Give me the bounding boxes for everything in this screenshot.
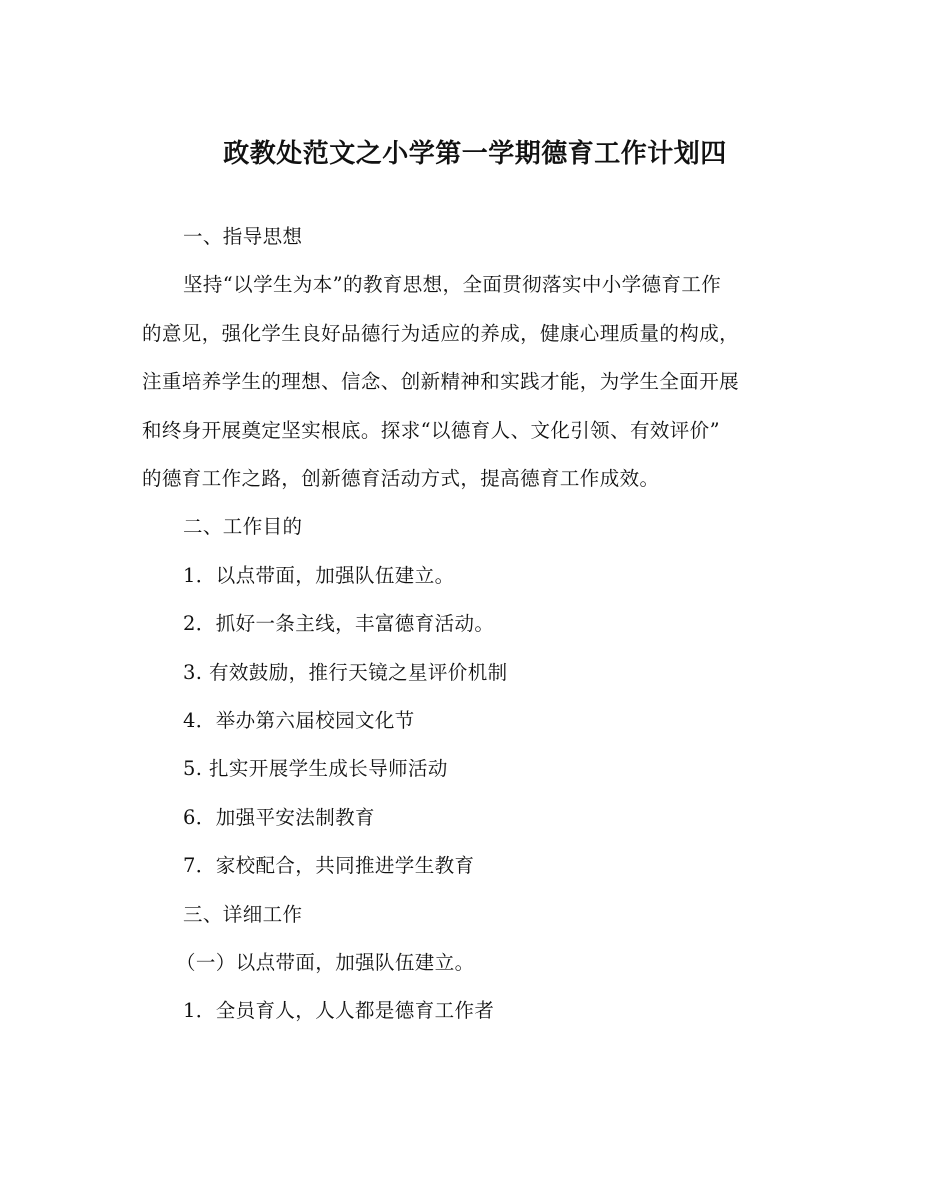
list-item: 5. 扎实开展学生成长导师活动 [183, 757, 448, 780]
paragraph-line: 和终身开展奠定坚实根底。探求“以德育人、文化引领、有效评价” [142, 419, 720, 442]
list-item: 2．抓好一条主线，丰富德育活动。 [183, 612, 495, 635]
section-heading-guiding-ideology: 一、指导思想 [183, 225, 303, 248]
document-title: 政教处范文之小学第一学期德育工作计划四 [223, 139, 727, 169]
list-item: 1．以点带面，加强队伍建立。 [183, 564, 455, 587]
list-item: 3. 有效鼓励，推行天镜之星评价机制 [183, 661, 508, 684]
paragraph-line: 坚持“以学生为本”的教育思想，全面贯彻落实中小学德育工作 [183, 273, 722, 296]
paragraph-line: 的意见，强化学生良好品德行为适应的养成，健康心理质量的构成， [142, 322, 740, 345]
subsection-heading: （一）以点带面，加强队伍建立。 [176, 951, 475, 974]
section-heading-work-goals: 二、工作目的 [183, 515, 303, 538]
section-heading-detailed-work: 三、详细工作 [183, 903, 303, 926]
list-item: 6．加强平安法制教育 [183, 806, 375, 829]
paragraph-line: 的德育工作之路，创新德育活动方式，提高德育工作成效。 [142, 467, 660, 490]
list-item: 1．全员育人，人人都是德育工作者 [183, 999, 495, 1022]
list-item: 4．举办第六届校园文化节 [183, 709, 415, 732]
list-item: 7．家校配合，共同推进学生教育 [183, 854, 475, 877]
paragraph-line: 注重培养学生的理想、信念、创新精神和实践才能，为学生全面开展 [142, 370, 740, 393]
